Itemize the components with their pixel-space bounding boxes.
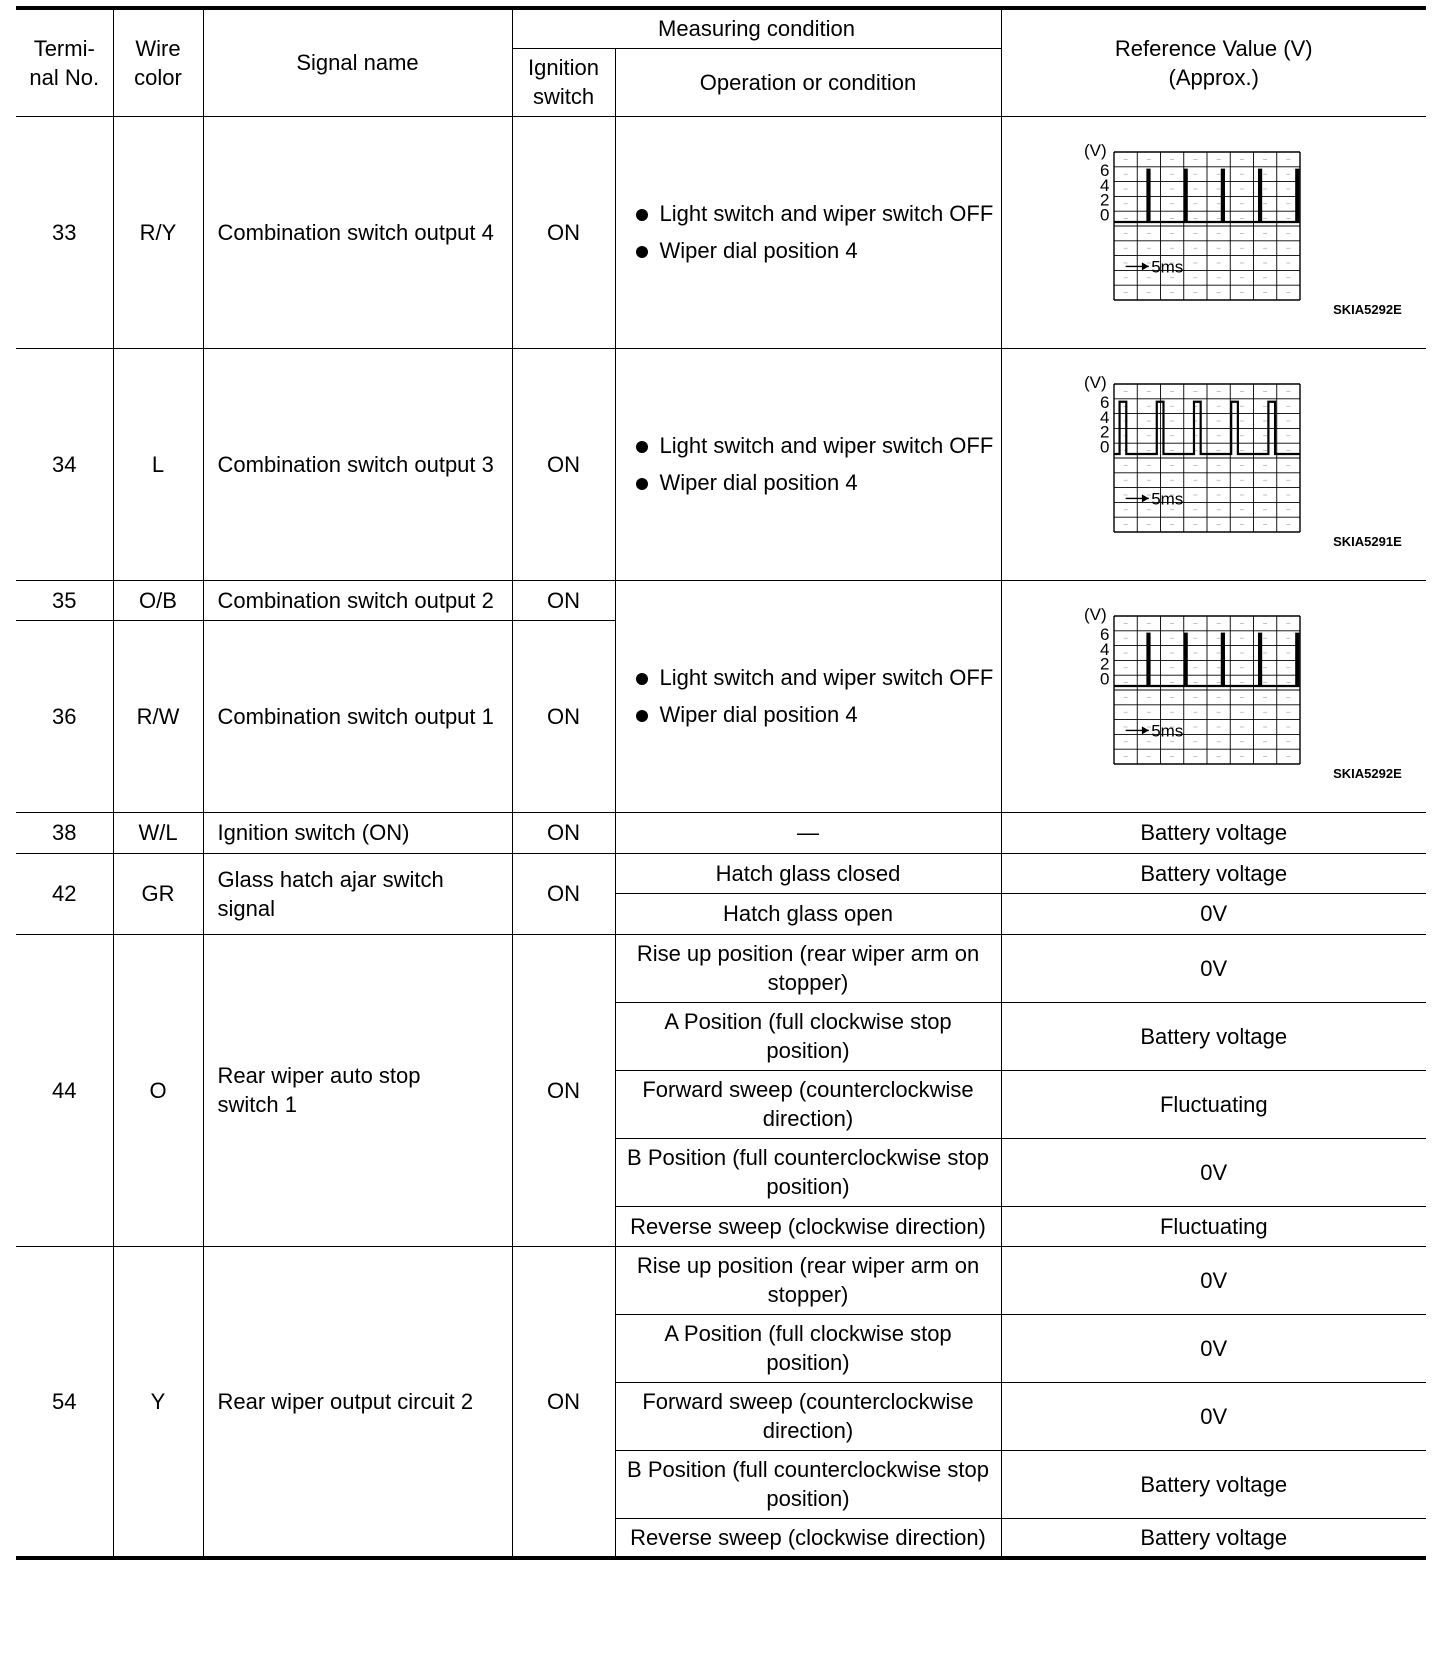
arrow-head-icon [1142,494,1149,502]
terminal-no: 38 [16,812,113,853]
reference-value: 0V [1001,934,1426,1002]
header-signal-name: Signal name [203,8,512,116]
time-scale-label: 5ms [1150,257,1184,277]
condition-item: Light switch and wiper switch OFF [636,431,995,460]
wire-color: L [113,348,203,580]
reference-value: Battery voltage [1001,812,1426,853]
terminal-no: 36 [16,620,113,812]
ignition-switch: ON [512,934,615,1246]
y-tick-label: 6 [1099,393,1110,412]
reference-value: Battery voltage [1001,1002,1426,1070]
volt-unit-label: (V) [1083,606,1107,624]
reference-value: 0V [1001,1382,1426,1450]
reference-value: 0V [1001,1246,1426,1314]
operation-condition: Reverse sweep (clockwise direction) [615,1206,1001,1246]
operation-condition: B Position (full counterclockwise stop position) [615,1450,1001,1518]
condition-item: Wiper dial position 4 [636,700,995,729]
operation-condition: B Position (full counterclockwise stop position) [615,1138,1001,1206]
terminal-reference-table [16,6,1426,1560]
operation-condition: A Position (full clockwise stop position) [615,1314,1001,1382]
ignition-switch: ON [512,1246,615,1558]
y-tick-label: 2 [1099,190,1110,210]
header-measuring-condition: Measuring condition [512,8,1001,48]
reference-value: 0V [1001,1138,1426,1206]
ignition-switch: ON [512,812,615,853]
figure-id: SKIA5291E [1333,534,1402,549]
reference-value [1001,348,1426,580]
condition-item: Wiper dial position 4 [636,468,995,497]
reference-value: Battery voltage [1001,853,1426,893]
reference-value: Battery voltage [1001,1450,1426,1518]
operation-condition: A Position (full clockwise stop position) [615,1002,1001,1070]
signal-name: Combination switch output 4 [203,116,512,348]
reference-value: Battery voltage [1001,1518,1426,1558]
operation-condition: — [615,812,1001,853]
wire-color: R/W [113,620,203,812]
time-scale-label: 5ms [1150,721,1184,741]
waveform-figure [1044,606,1402,786]
terminal-no: 34 [16,348,113,580]
y-tick-label: 0 [1099,437,1110,457]
ignition-switch: ON [512,853,615,934]
condition-item: Wiper dial position 4 [636,236,995,265]
reference-value: 0V [1001,893,1426,934]
wire-color: O [113,934,203,1246]
signal-name: Combination switch output 2 [203,580,512,620]
reference-value [1001,116,1426,348]
y-tick-label: 4 [1099,639,1110,659]
y-tick-label: 0 [1099,669,1110,689]
operation-condition: Hatch glass closed [615,853,1001,893]
time-scale-label: 5ms [1150,489,1184,509]
terminal-no: 44 [16,934,113,1246]
spec-table [16,6,1426,1560]
figure-id: SKIA5292E [1333,766,1402,781]
table-row [16,116,1426,348]
reference-value [1001,580,1426,812]
terminal-no: 35 [16,580,113,620]
y-tick-label: 0 [1099,205,1110,225]
operation-condition [615,348,1001,580]
table-row [16,934,1426,1002]
reference-value: Fluctuating [1001,1206,1426,1246]
operation-condition [615,580,1001,812]
operation-condition: Reverse sweep (clockwise direction) [615,1518,1001,1558]
terminal-no: 42 [16,853,113,934]
volt-unit-label: (V) [1083,374,1107,392]
table-row [16,853,1426,893]
header-ignition-switch: Ignition switch [512,48,615,116]
operation-condition: Hatch glass open [615,893,1001,934]
wire-color: GR [113,853,203,934]
signal-name: Combination switch output 3 [203,348,512,580]
waveform-figure [1044,142,1402,322]
ignition-switch: ON [512,620,615,812]
ignition-switch: ON [512,580,615,620]
signal-name: Rear wiper output circuit 2 [203,1246,512,1558]
y-tick-label: 6 [1099,161,1110,180]
waveform-grid [1114,152,1300,300]
y-tick-label: 6 [1099,625,1110,644]
y-tick-label: 4 [1099,407,1110,427]
volt-unit-label: (V) [1083,142,1107,160]
operation-condition: Forward sweep (counterclockwise direction) [615,1070,1001,1138]
figure-id: SKIA5292E [1333,302,1402,317]
y-tick-label: 2 [1099,422,1110,442]
signal-name: Glass hatch ajar switch signal [203,853,512,934]
y-tick-label: 2 [1099,654,1110,674]
condition-item: Light switch and wiper switch OFF [636,663,995,692]
header-wire-color: Wire color [113,8,203,116]
signal-name: Rear wiper auto stop switch 1 [203,934,512,1246]
ignition-switch: ON [512,116,615,348]
operation-condition: Rise up position (rear wiper arm on stopper) [615,934,1001,1002]
condition-item: Light switch and wiper switch OFF [636,199,995,228]
header-terminal: Termi- nal No. [16,8,113,116]
table-row [16,812,1426,853]
wire-color: R/Y [113,116,203,348]
wire-color: W/L [113,812,203,853]
y-tick-label: 4 [1099,175,1110,195]
terminal-no: 33 [16,116,113,348]
waveform-figure [1044,374,1402,554]
signal-name: Ignition switch (ON) [203,812,512,853]
header-operation: Operation or condition [615,48,1001,116]
waveform-grid [1114,384,1300,532]
reference-value: 0V [1001,1314,1426,1382]
signal-name: Combination switch output 1 [203,620,512,812]
header-reference-value: Reference Value (V) (Approx.) [1001,8,1426,116]
operation-condition: Rise up position (rear wiper arm on stopper) [615,1246,1001,1314]
operation-condition: Forward sweep (counterclockwise direction) [615,1382,1001,1450]
waveform-grid [1114,616,1300,764]
operation-condition [615,116,1001,348]
table-row [16,1246,1426,1314]
arrow-head-icon [1142,262,1149,270]
reference-value: Fluctuating [1001,1070,1426,1138]
arrow-head-icon [1142,726,1149,734]
table-row [16,580,1426,620]
table-row [16,348,1426,580]
wire-color: O/B [113,580,203,620]
wire-color: Y [113,1246,203,1558]
terminal-no: 54 [16,1246,113,1558]
ignition-switch: ON [512,348,615,580]
